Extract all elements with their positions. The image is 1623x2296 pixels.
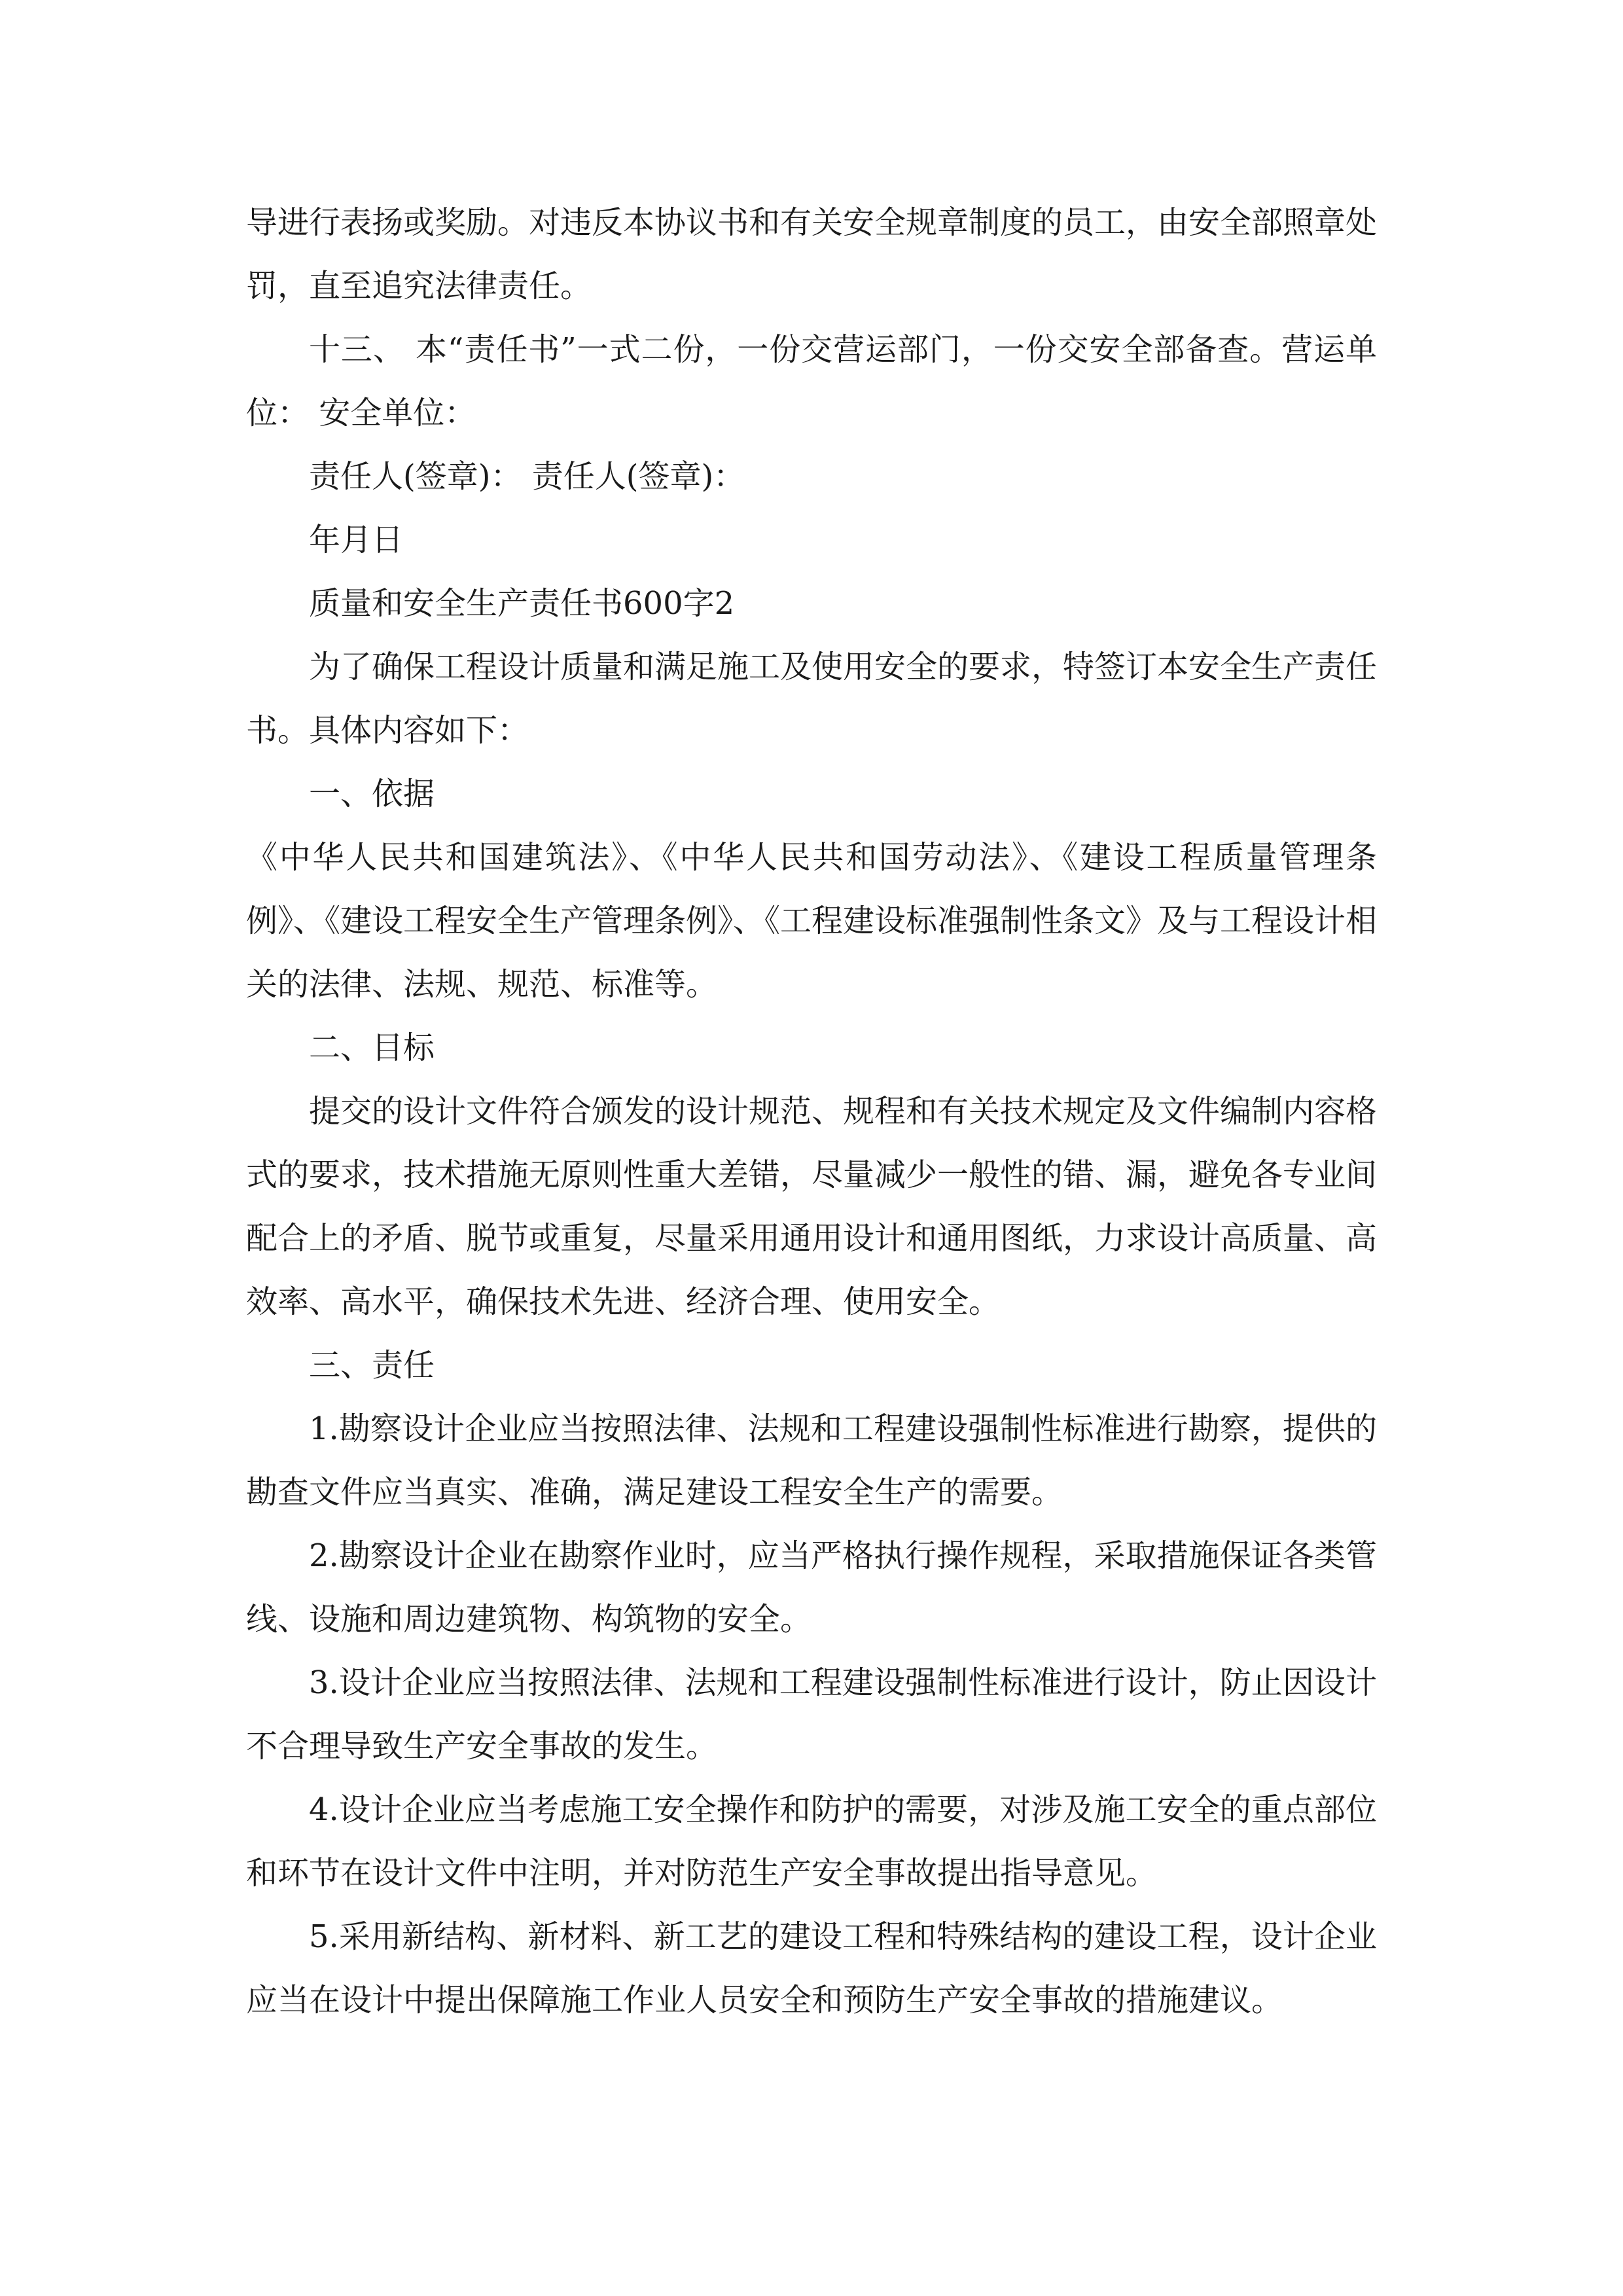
paragraph-objectives: 提交的设计文件符合颁发的设计规范、规程和有关技术规定及文件编制内容格式的要求，技术措施无原则性重大差错，尽量减少一般性的错、漏，避免各专业间配合上的矛盾、脱节或重复，尽量采用通用设计和通用图纸，力求设计高质量、高效率、高水平，确保技术先进、经济合理、使用安全。: [246, 1093, 1378, 1320]
paragraph-clause-13: 十三、 本“责任书”一式二份，一份交营运部门，一份交安全部备查。营运单位： 安全单位：: [246, 331, 1377, 431]
paragraph-commendation-penalty: 导进行表扬或奖励。对违反本协议书和有关安全规章制度的员工，由安全部照章处罚，直至追究法律责任。: [246, 204, 1378, 304]
section-title: 质量和安全生产责任书600字2: [309, 585, 735, 622]
responsibility-item-2: 2.勘察设计企业在勘察作业时，应当严格执行操作规程，采取措施保证各类管线、设施和周边建筑物、构筑物的安全。: [246, 1537, 1377, 1638]
responsibility-item-1: 1.勘察设计企业应当按照法律、法规和工程建设强制性标准进行勘察，提供的勘查文件应当真实、准确，满足建设工程安全生产的需要。: [246, 1410, 1377, 1511]
heading-basis: 一、依据: [309, 776, 435, 812]
responsibility-item-3: 3.设计企业应当按照法律、法规和工程建设强制性标准进行设计，防止因设计不合理导致生产安全事故的发生。: [246, 1664, 1377, 1765]
signature-line: 责任人(签章)： 责任人(签章)：: [309, 458, 745, 495]
date-line: 年月日: [309, 522, 404, 558]
heading-responsibilities: 三、责任: [309, 1347, 435, 1384]
paragraph-laws: 《中华人民共和国建筑法》、《中华人民共和国劳动法》、《建设工程质量管理条例》、《建设工程安全生产管理条例》、《工程建设标准强制性条文》及与工程设计相关的法律、法规、规范、标准等。: [246, 839, 1378, 1003]
heading-objectives: 二、目标: [309, 1030, 435, 1066]
document-body: [246, 191, 1377, 2032]
paragraph-intro: 为了确保工程设计质量和满足施工及使用安全的要求，特签订本安全生产责任书。具体内容如下：: [246, 649, 1378, 749]
responsibility-item-5: 5.采用新结构、新材料、新工艺的建设工程和特殊结构的建设工程，设计企业应当在设计中提出保障施工作业人员安全和预防生产安全事故的措施建议。: [246, 1918, 1377, 2018]
responsibility-item-4: 4.设计企业应当考虑施工安全操作和防护的需要，对涉及施工安全的重点部位和环节在设计文件中注明，并对防范生产安全事故提出指导意见。: [246, 1791, 1377, 1892]
